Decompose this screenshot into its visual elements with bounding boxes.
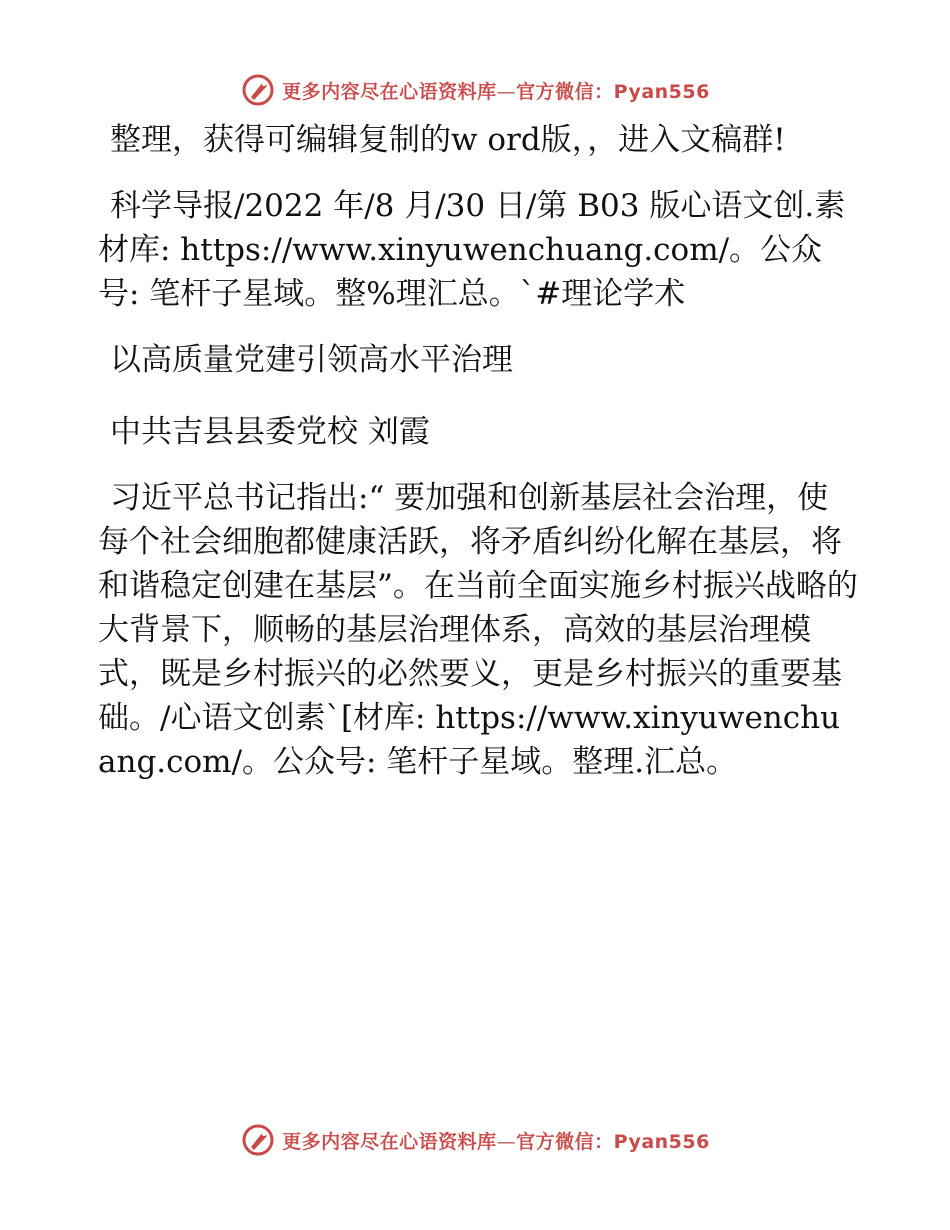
header-wechat: 官方微信：Pyan556 <box>516 80 710 103</box>
footer-library-name: 更多内容尽在心语资料库 <box>282 1130 497 1153</box>
article-author: 中共吉县县委党校 刘霞 <box>110 414 430 450</box>
footer-separator: — <box>496 1130 517 1153</box>
intro-paragraph: 整理，获得可编辑复制的w ord版，，进入文稿群! <box>110 122 786 158</box>
pen-nib-logo-icon <box>240 1122 276 1158</box>
header-library-name: 更多内容尽在心语资料库 <box>282 80 497 103</box>
header-separator: — <box>496 80 517 103</box>
footer-banner <box>0 1120 950 1160</box>
footer-banner-text <box>282 1127 710 1154</box>
header-banner <box>0 70 950 110</box>
document-body <box>98 118 858 806</box>
header-banner-text <box>282 77 710 104</box>
article-title: 以高质量党建引领高水平治理 <box>110 342 513 378</box>
pen-nib-logo-icon <box>240 72 276 108</box>
footer-wechat: 官方微信：Pyan556 <box>516 1130 710 1153</box>
body-paragraph: 习近平总书记指出:“ 要加强和创新基层社会治理，使每个社会细胞都健康活跃，将矛盾纠纷化解在基层，将和谐稳定创建在基层”。在当前全面实施乡村振兴战略的大背景下，顺畅的基层治理体系，高效的基层治理模式，既是乡村振兴的必然要义，更是乡村振兴的重要基础。/心语文创素`[材库: https://www.xinyuwenchuang.com/。公众号: 笔杆子星域。整理.汇总。 <box>98 480 858 780</box>
source-paragraph: 科学导报/2022 年/8 月/30 日/第 B03 版心语文创.素材库: https://www.xinyuwenchuang.com/。公众号: 笔杆子星域。整%理汇总。`#理论学术 <box>98 188 846 312</box>
